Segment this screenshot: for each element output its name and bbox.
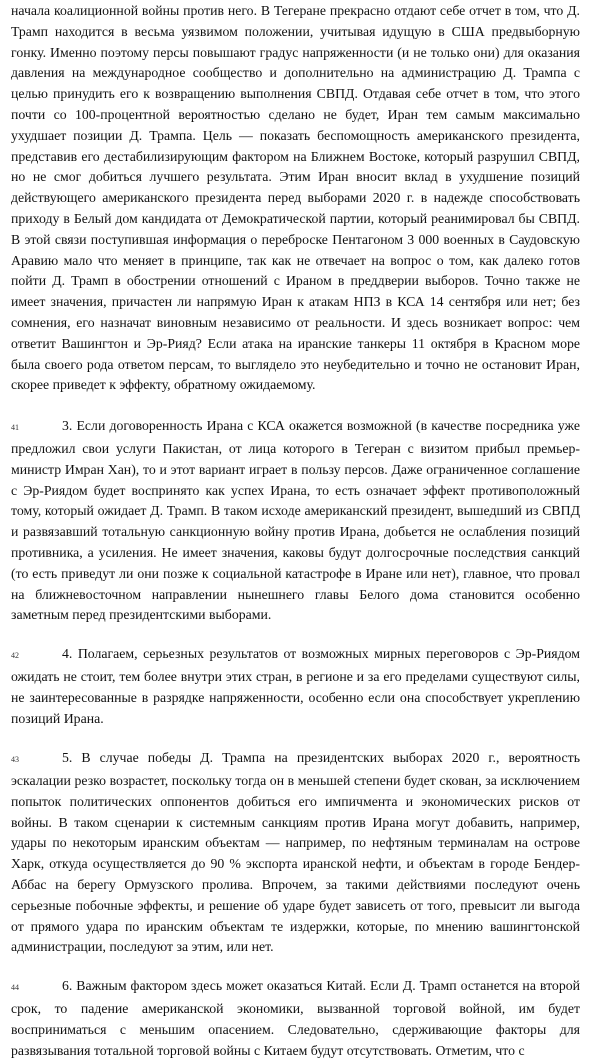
paragraph-5 bbox=[11, 748, 580, 958]
paragraph-4 bbox=[11, 644, 580, 729]
paragraph-6 bbox=[11, 976, 580, 1061]
paragraph-text: 5. В случае победы Д. Трампа на президентских выборах 2020 г., вероятность эскалации резко возрастет, поскольку тогда он в меньшей степени будет скован, за исключением попыток политических оппонентов добиться его импичмента и экономических рисков от войны. В таком сценарии к системным санкциям против Ирана могут добавить, например, удары по некоторым иранским объектам — например, по нефтяным терминалам на острове Харк, откуда осуществляется до 90 % экспорта иранской нефти, и объектам в городе Бендер-Аббас на берегу Ормузского пролива. Впрочем, за такими действиями последуют очень серьезные побочные эффекты, и решение об ударе будет зависеть от того, превысит ли выгода от прямого удара по иранским объектам те издержки, которые, по мнению вашингтонской администрации, последуют за этим, или нет. bbox=[11, 750, 580, 955]
paragraph-text: 3. Если договоренность Ирана с КСА окажется возможной (в качестве посредника уже предложил свои услуги Пакистан, от лица которого в Тегеран с визитом прибыл премьер-министр Имран Хан), то и этот вариант играет в пользу персов. Даже ограниченное соглашение с Эр-Риядом будет воспринято как успех Ирана, то есть означает эффект противоположный тому, который ожидает Д. Трамп. В таком исходе американский президент, вышедший из СВПД и развязавший тотальную санкционную войну против Ирана, добьется не ослабления позиций противника, а усиления. Не имеет значения, каковы будут долгосрочные последствия санкций (то есть приведут ли они позже к социальной катастрофе в Иране или нет), главное, что провал на ближневосточном направлении нынешнего главы Белого дома становится особенно заметным перед президентскими выборами. bbox=[11, 418, 580, 623]
paragraph-continuation bbox=[11, 1, 580, 396]
paragraph-text: начала коалиционной войны против него. В Тегеране прекрасно отдают себе отчет в том, что Д. Трамп находится в весьма уязвимом положении, учитывая идущую в США предвыборную гонку. Именно поэтому персы повышают градус напряженности (и не только они) для оказания давления на международное сообщество и дополнительно на администрацию Д. Трампа с целью принудить его к возвращению выполнения СВПД. Отдавая себе отчет в том, что этого почти со 100-процентной вероятностью сделано не будет, Иран тем самым максимально ухудшает позиции Д. Трампа. Цель — показать беспомощность американского президента, представив его дестабилизирующим фактором на Ближнем Востоке, который разрушил СВПД, но не смог добиться лучшего результата. Этим Иран вносит вклад в ухудшение позиций действующего американского президента перед выборами 2020 г. в надежде способствовать приходу в Белый дом кандидата от Демократической партии, который реанимировал бы СВПД. В этой связи поступившая информация о переброске Пентагоном 3 000 военных в Саудовскую Аравию мало что меняет в принципе, так как не отвечает на вопрос о том, как далеко готов пойти Д. Трамп в обострении отношений с Ираном в преддверии выборов. Точно также не имеет значения, причастен ли напрямую Иран к атакам НПЗ в КСА 14 сентября или нет; без сомнения, его назначат виновным независимо от реальности. И здесь возникает вопрос: чем ответит Вашингтон и Эр-Рияд? Если атака на иранские танкеры 11 октября в Красном море была своего рода ответом персам, то выглядело это неубедительно и точно не остановит Иран, скорее приведет к эффекту, обратному ожидаемому. bbox=[11, 3, 580, 393]
paragraph-number: 44 bbox=[11, 983, 19, 993]
document-page bbox=[11, 0, 580, 1061]
paragraph-text: 6. Важным фактором здесь может оказаться Китай. Если Д. Трамп останется на второй срок, то падение американской экономики, вызванной торговой войной, им будет восприниматься с меньшим опасением. Следовательно, сдерживающие факторы для развязывания тотальной торговой войны с Китаем будут отсутствовать. Отметим, что с bbox=[11, 978, 580, 1058]
paragraph-number: 41 bbox=[11, 423, 19, 433]
paragraph-3 bbox=[11, 416, 580, 626]
paragraph-number: 42 bbox=[11, 651, 19, 661]
paragraph-text: 4. Полагаем, серьезных результатов от возможных мирных переговоров с Эр-Риядом ожидать не стоит, тем более внутри этих стран, в регионе и за его пределами существуют силы, не заинтересованные в разрядке напряженности, особенно если она способствует укреплению позиций Ирана. bbox=[11, 646, 580, 726]
paragraph-number: 43 bbox=[11, 755, 19, 765]
